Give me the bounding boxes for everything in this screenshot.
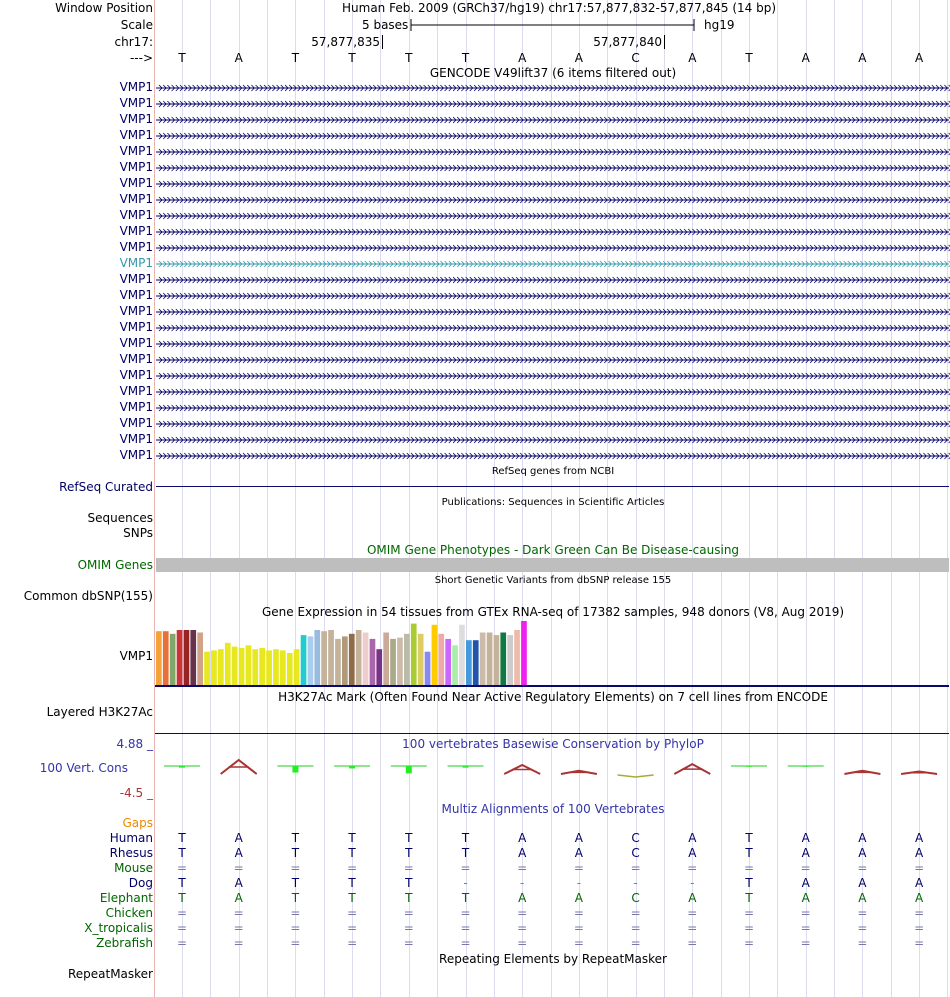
gencode-transcript-line[interactable] [156,419,950,429]
multiz-species-label[interactable]: Human [109,831,153,845]
multiz-base: = [460,861,471,875]
position-tick-1: 57,877,835 [311,35,380,49]
base-letter: A [518,51,527,65]
gtex-tissue-bar[interactable] [177,630,183,685]
multiz-base: = [914,921,925,935]
gtex-tissue-bar[interactable] [259,648,265,685]
gtex-tissue-bar[interactable] [349,634,355,685]
gtex-tissue-bar[interactable] [218,649,224,685]
multiz-base: A [801,891,810,905]
base-letter: A [858,51,867,65]
assembly-position-text: Human Feb. 2009 (GRCh37/hg19) chr17:57,877,832-57,877,845 (14 bp) [342,1,777,15]
multiz-base: = [573,861,584,875]
multiz-base: = [290,861,301,875]
multiz-base: A [518,831,527,845]
multiz-base: - [576,876,582,890]
gtex-tissue-bar[interactable] [404,634,410,685]
multiz-base: A [914,846,924,860]
multiz-base: = [460,936,471,950]
gtex-tissue-bar[interactable] [432,625,438,685]
phylop-track-title[interactable]: 100 vertebrates Basewise Conservation by PhyloP [402,737,704,751]
multiz-base: = [857,861,868,875]
gencode-transcript-line[interactable] [156,387,950,397]
multiz-base: A [858,831,867,845]
multiz-species-label[interactable]: Rhesus [109,846,153,860]
scale-label: Scale [120,18,153,32]
gencode-gene-label[interactable]: VMP1 [119,448,153,462]
gencode-gene-label[interactable]: VMP1 [119,256,153,270]
multiz-base: = [403,906,414,920]
gtex-tissue-bar[interactable] [452,645,458,685]
multiz-base: = [517,906,528,920]
gtex-tissue-bar[interactable] [445,639,451,685]
base-letter: A [234,51,243,65]
multiz-base: C [631,846,640,860]
multiz-species-label[interactable]: X_tropicalis [84,921,153,935]
base-letter: T [348,51,356,65]
omim-gene-bar[interactable] [156,558,949,572]
multiz-base: = [347,906,358,920]
gencode-gene-label[interactable]: VMP1 [119,144,153,158]
multiz-base: = [743,936,755,950]
gtex-tissue-bar[interactable] [170,634,176,685]
multiz-base: = [687,936,698,950]
gencode-transcript-line[interactable] [156,147,950,157]
multiz-base: = [403,936,414,950]
multiz-base: = [800,906,811,920]
multiz-base: T [348,846,356,860]
gencode-gene-label[interactable]: VMP1 [119,112,153,126]
multiz-base: A [914,831,924,845]
multiz-species-label[interactable]: Dog [128,876,153,890]
gencode-gene-label[interactable]: VMP1 [119,352,153,366]
multiz-base: = [460,906,471,920]
multiz-base: A [858,846,867,860]
gencode-gene-label[interactable]: VMP1 [119,240,153,254]
multiz-base: = [800,861,811,875]
gencode-gene-label[interactable]: VMP1 [119,272,153,286]
gtex-tissue-bar[interactable] [342,636,348,685]
multiz-base: A [688,846,697,860]
gtex-tissue-bar[interactable] [197,633,203,686]
multiz-base: A [234,831,243,845]
multiz-base: = [233,936,244,950]
multiz-base: T [461,891,470,905]
multiz-base: = [743,906,755,920]
multiz-base: = [914,906,925,920]
multiz-base: = [176,861,188,875]
multiz-base: = [687,906,698,920]
h3k27ac-label[interactable]: Layered H3K27Ac [46,705,153,719]
gtex-tissue-bar[interactable] [376,649,382,685]
gencode-transcript-line[interactable] [156,451,950,461]
gencode-transcript-line[interactable] [156,99,950,109]
multiz-base: T [178,876,186,890]
multiz-base: T [178,831,186,845]
phylop-bar[interactable] [803,766,809,767]
base-letter: A [914,51,924,65]
gtex-tissue-bar[interactable] [466,640,472,685]
multiz-base: A [574,831,583,845]
multiz-base: - [633,876,638,890]
multiz-base: A [234,891,243,905]
gtex-tissue-bar[interactable] [308,636,314,685]
multiz-base: = [290,936,301,950]
phylop-bar[interactable] [746,766,752,767]
multiz-base: T [461,846,470,860]
multiz-base: = [630,861,641,875]
multiz-base: A [688,891,697,905]
gtex-tissue-bar[interactable] [156,631,162,685]
gtex-tissue-bar[interactable] [294,649,300,685]
gencode-transcript-line[interactable] [156,243,950,253]
gtex-tissue-bar[interactable] [266,650,272,685]
gencode-transcript-line[interactable] [156,275,950,285]
multiz-gaps-label: Gaps [122,816,153,830]
chrom-label: chr17: [114,35,153,49]
multiz-base: A [518,846,527,860]
multiz-base: A [858,891,867,905]
multiz-base: = [517,861,528,875]
gencode-transcript-line[interactable] [156,179,950,189]
dbsnp-label[interactable]: Common dbSNP(155) [23,589,153,603]
h3k27ac-track-title[interactable]: H3K27Ac Mark (Often Found Near Active Regulatory Elements) on 7 cell lines from ENCODE [278,690,828,704]
multiz-base: T [291,876,300,890]
gtex-tissue-bar[interactable] [514,630,520,685]
multiz-base: A [801,846,810,860]
publications-snps-label[interactable]: SNPs [123,526,153,540]
gencode-gene-label[interactable]: VMP1 [119,224,153,238]
dbsnp-track-title[interactable]: Short Genetic Variants from dbSNP release 155 [434,575,672,586]
gencode-transcript-line[interactable] [156,435,950,445]
gtex-tissue-bar[interactable] [225,643,231,685]
multiz-base: = [347,861,358,875]
multiz-species-label[interactable]: Mouse [114,861,153,875]
multiz-base: = [914,861,925,875]
phylop-label[interactable]: 100 Vert. Cons [39,761,128,775]
gencode-gene-label[interactable]: VMP1 [119,80,153,94]
multiz-base: T [745,876,753,890]
gtex-baseline [155,685,949,687]
gencode-transcript-line[interactable] [156,291,950,301]
phylop-bar[interactable] [292,766,298,773]
gtex-tissue-bar[interactable] [335,639,341,685]
base-letter: A [688,51,697,65]
gtex-tissue-bar[interactable] [287,653,293,685]
multiz-base: = [630,936,641,950]
omim-track-title[interactable]: OMIM Gene Phenotypes - Dark Green Can Be Disease-causing [366,543,740,557]
multiz-species-label[interactable]: Zebrafish [96,936,153,950]
gtex-tissue-bar[interactable] [321,631,327,685]
multiz-track-title[interactable]: Multiz Alignments of 100 Vertebrates [441,802,665,816]
multiz-base: T [348,831,356,845]
multiz-base: T [461,831,470,845]
multiz-base: = [857,936,868,950]
multiz-base: = [176,921,188,935]
h3k27ac-baseline [155,733,949,734]
publications-sequences-label[interactable]: Sequences [87,511,153,525]
multiz-base: T [291,891,300,905]
multiz-base: = [743,921,755,935]
gencode-gene-label[interactable]: VMP1 [119,208,153,222]
gtex-tissue-bar[interactable] [356,630,362,685]
multiz-base: = [743,861,755,875]
gencode-gene-label[interactable]: VMP1 [119,400,153,414]
gtex-tissue-bar[interactable] [280,650,286,685]
gencode-gene-label[interactable]: VMP1 [119,432,153,446]
multiz-base: T [178,846,186,860]
multiz-base: = [914,936,925,950]
multiz-base: T [348,876,356,890]
multiz-base: A [234,846,243,860]
multiz-base: A [914,891,924,905]
base-letter: C [631,51,640,65]
base-letter: T [291,51,300,65]
gtex-tissue-bar[interactable] [184,630,190,685]
scale-text: 5 bases [362,18,409,32]
phylop-bar[interactable] [463,766,469,768]
position-tick-1-mark [382,35,383,49]
db-text: hg19 [704,18,735,32]
gencode-transcript-line[interactable] [156,259,950,269]
multiz-base: = [630,921,641,935]
scale-bar [410,18,696,32]
base-letter: T [405,51,413,65]
multiz-base: T [291,831,300,845]
gtex-tissue-bar[interactable] [383,633,389,686]
multiz-base: = [800,921,811,935]
multiz-base: T [405,891,413,905]
gencode-transcript-line[interactable] [156,211,950,221]
multiz-base: = [857,906,868,920]
multiz-species-label[interactable]: Chicken [105,906,153,920]
gtex-tissue-bar[interactable] [507,635,513,685]
base-letter: T [461,51,470,65]
gtex-tissue-bar[interactable] [500,633,506,686]
gtex-tissue-bar[interactable] [418,634,424,685]
gtex-tissue-bar[interactable] [314,630,320,685]
gencode-gene-label[interactable]: VMP1 [119,192,153,206]
base-letter: T [745,51,753,65]
multiz-base: A [574,891,583,905]
multiz-base: C [631,831,640,845]
gtex-tissue-bar[interactable] [211,650,217,685]
position-tick-2-mark [664,35,665,49]
gencode-gene-label[interactable]: VMP1 [119,128,153,142]
multiz-base: = [176,906,188,920]
multiz-base: - [690,876,695,890]
gtex-tissue-bar[interactable] [480,633,486,686]
position-tick-2: 57,877,840 [593,35,662,49]
multiz-base: A [801,876,810,890]
gtex-tissue-bar[interactable] [163,631,169,685]
multiz-base: = [573,921,584,935]
gencode-transcript-line[interactable] [156,195,950,205]
strand-label: ---> [129,51,153,65]
multiz-base: = [233,861,244,875]
gencode-transcript-line[interactable] [156,307,950,317]
gtex-tissue-bar[interactable] [246,645,252,685]
gencode-transcript-line[interactable] [156,371,950,381]
multiz-base: C [631,891,640,905]
multiz-base: A [574,846,583,860]
multiz-base: T [745,891,753,905]
gtex-tissue-bar[interactable] [301,635,307,685]
multiz-base: A [858,876,867,890]
gencode-transcript-line[interactable] [156,355,950,365]
phylop-bar[interactable] [179,766,185,768]
phylop-bar[interactable] [406,766,412,773]
multiz-base: = [857,921,868,935]
multiz-base: = [630,906,641,920]
gencode-transcript-line[interactable] [156,163,950,173]
multiz-base: = [687,861,698,875]
multiz-base: A [234,876,243,890]
multiz-base: T [178,891,186,905]
multiz-base: T [405,846,413,860]
multiz-base: = [687,921,698,935]
omim-label[interactable]: OMIM Genes [77,558,153,572]
refseq-track-title[interactable]: RefSeq genes from NCBI [491,466,615,477]
multiz-species-label[interactable]: Elephant [99,891,153,905]
multiz-base: A [801,831,810,845]
gtex-tissue-bar[interactable] [397,638,403,685]
multiz-base: = [233,921,244,935]
gtex-tissue-bar[interactable] [411,624,417,685]
gencode-transcript-line[interactable] [156,131,950,141]
gtex-tissue-bar[interactable] [204,652,210,685]
gencode-gene-label[interactable]: VMP1 [119,368,153,382]
multiz-base: A [518,891,527,905]
repeatmasker-label[interactable]: RepeatMasker [67,967,153,981]
gtex-tissue-bar[interactable] [459,625,465,685]
gencode-transcript-line[interactable] [156,115,950,125]
gencode-gene-label[interactable]: VMP1 [119,288,153,302]
gencode-gene-label[interactable]: VMP1 [119,320,153,334]
gencode-gene-label[interactable]: VMP1 [119,96,153,110]
gtex-tissue-bar[interactable] [363,633,369,686]
multiz-base: T [348,891,356,905]
gtex-tissue-bar[interactable] [328,630,334,685]
phylop-max-label: 4.88 _ [116,737,153,751]
gencode-transcript-line[interactable] [156,83,950,93]
gtex-tissue-bar[interactable] [232,647,238,685]
gencode-transcript-line[interactable] [156,403,950,413]
multiz-base: = [347,936,358,950]
label-divider [154,0,155,997]
publications-track-title[interactable]: Publications: Sequences in Scientific Articles [441,497,665,508]
gtex-tissue-bar[interactable] [438,634,444,685]
multiz-base: = [290,921,301,935]
gtex-tissue-bar[interactable] [494,635,500,685]
multiz-base: = [290,906,301,920]
gencode-transcript-line[interactable] [156,339,950,349]
gtex-tissue-bar[interactable] [190,630,196,685]
gencode-gene-label[interactable]: VMP1 [119,416,153,430]
multiz-base: = [347,921,358,935]
multiz-base: = [573,936,584,950]
gencode-gene-label[interactable]: VMP1 [119,160,153,174]
multiz-base: = [176,936,188,950]
gtex-tissue-bar[interactable] [252,649,258,685]
gtex-track-title[interactable]: Gene Expression in 54 tissues from GTEx RNA-seq of 17382 samples, 948 donors (V8, Aug 2019) [261,605,845,619]
multiz-base: A [914,876,924,890]
gtex-tissue-bar[interactable] [473,640,479,685]
refseq-label[interactable]: RefSeq Curated [59,480,153,494]
repeatmasker-track-title[interactable]: Repeating Elements by RepeatMasker [439,952,667,966]
multiz-base: = [460,921,471,935]
multiz-base: = [233,906,244,920]
multiz-base: = [573,906,584,920]
gencode-gene-label[interactable]: VMP1 [119,384,153,398]
gencode-track-title[interactable]: GENCODE V49lift37 (6 items filtered out) [429,66,677,80]
gencode-gene-label[interactable]: VMP1 [119,336,153,350]
multiz-base: T [745,846,753,860]
phylop-peak[interactable] [618,775,654,777]
phylop-plot[interactable] [155,752,949,792]
multiz-base: = [517,936,528,950]
multiz-base: A [688,831,697,845]
multiz-base: T [405,876,413,890]
gtex-tissue-bar[interactable] [487,633,493,686]
multiz-base: - [463,876,468,890]
gencode-transcript-line[interactable] [156,323,950,333]
multiz-base: T [745,831,753,845]
multiz-base: = [517,921,528,935]
multiz-base: = [403,921,414,935]
window-position-label: Window Position [55,1,153,15]
gencode-gene-label[interactable]: VMP1 [119,176,153,190]
gtex-tissue-bar[interactable] [273,649,279,685]
gencode-gene-label[interactable]: VMP1 [119,304,153,318]
base-letter: A [574,51,583,65]
refseq-gene-line[interactable] [156,486,949,487]
gtex-tissue-bar[interactable] [425,652,431,685]
gencode-transcript-line[interactable] [156,227,950,237]
multiz-base: = [800,936,811,950]
gtex-tissue-bar[interactable] [390,639,396,685]
phylop-bar[interactable] [349,766,355,768]
gtex-gene-label[interactable]: VMP1 [119,649,153,663]
multiz-base: - [520,876,525,890]
phylop-min-label: -4.5 _ [119,786,153,800]
gtex-bar-chart[interactable] [155,620,535,686]
multiz-base: T [405,831,413,845]
gtex-tissue-bar[interactable] [239,648,245,685]
base-letter: A [801,51,810,65]
multiz-base: = [403,861,414,875]
multiz-base: T [291,846,300,860]
base-letter: T [178,51,186,65]
gtex-tissue-bar[interactable] [370,639,376,685]
gtex-tissue-bar[interactable] [521,621,527,685]
